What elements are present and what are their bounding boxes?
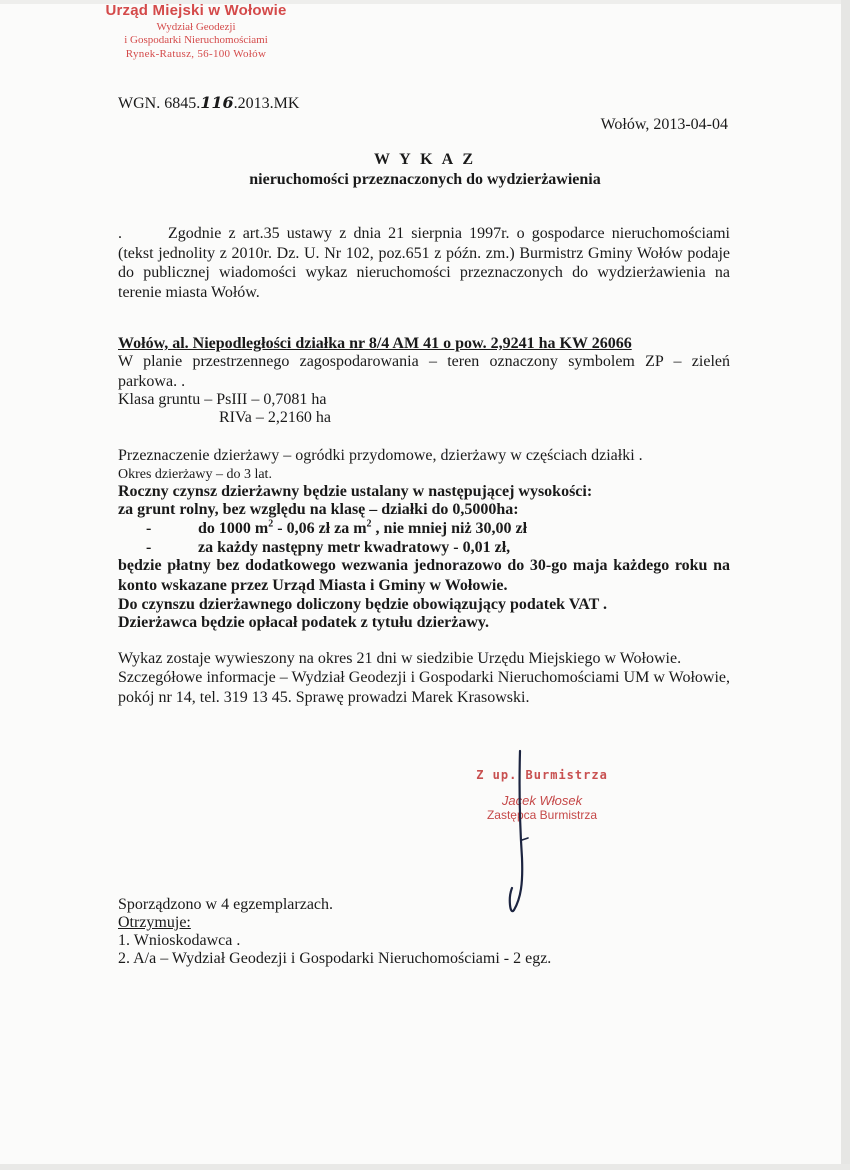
reference-number bbox=[118, 93, 299, 113]
copies-note: Sporządzono w 4 egzemplarzach. bbox=[118, 896, 334, 913]
bullet-dash: - bbox=[146, 539, 152, 556]
rent-scope: za grunt rolny, bez względu na klasę – działki do 0,5000ha: bbox=[118, 501, 519, 518]
stamp-department: Wydział Geodezji bbox=[156, 21, 236, 33]
intro-paragraph bbox=[118, 224, 730, 302]
scan-edge-bottom bbox=[0, 1164, 850, 1170]
intro-lead: . bbox=[118, 225, 122, 242]
recipient-2: 2. A/a – Wydział Geodezji i Gospodarki Nieruchomościami - 2 egz. bbox=[118, 950, 552, 967]
bullet-dash: - bbox=[146, 520, 152, 537]
document-title: W Y K A Z bbox=[374, 151, 476, 168]
document-date: Wołów, 2013-04-04 bbox=[600, 116, 728, 133]
rent-item-1-c: , nie mniej niż 30,00 zł bbox=[371, 520, 528, 537]
signature-stamp-name: Jacek Włosek bbox=[501, 793, 583, 808]
reference-suffix: .2013.MK bbox=[233, 95, 300, 112]
stamp-department-2: i Gospodarki Nieruchomościami bbox=[124, 34, 268, 46]
recipients-heading: Otrzymuje: bbox=[118, 914, 191, 931]
property-plan: W planie przestrzennego zagospodarowania – teren oznaczony symbolem ZP – zieleń parkowa. . bbox=[118, 353, 730, 390]
reference-handwritten-number: 116 bbox=[200, 93, 234, 112]
soil-class-line-1: Klasa gruntu – PsIII – 0,7081 ha bbox=[118, 391, 327, 408]
rent-vat: Do czynszu dzierżawnego doliczony będzie obowiązujący podatek VAT . bbox=[118, 596, 608, 613]
signature-stamp-authority: Z up. Burmistrza bbox=[476, 768, 608, 782]
rent-item-1 bbox=[118, 519, 527, 538]
property-heading: Wołów, al. Niepodległości działka nr 8/4 AM 41 o pow. 2,9241 ha KW 26066 bbox=[118, 335, 632, 352]
rent-item-1-a: do 1000 m bbox=[198, 520, 269, 537]
soil-class-line-2: RIVa – 2,2160 ha bbox=[219, 409, 331, 426]
rent-item-1-sup-1: 2 bbox=[268, 518, 274, 530]
lease-period: Okres dzierżawy – do 3 lat. bbox=[118, 467, 272, 482]
rent-item-2 bbox=[118, 538, 510, 557]
lease-purpose: Przeznaczenie dzierżawy – ogródki przydomowe, dzierżawy w częściach działki . bbox=[118, 447, 643, 464]
rent-tax: Dzierżawca będzie opłacał podatek z tytułu dzierżawy. bbox=[118, 614, 490, 631]
office-stamp bbox=[96, 2, 296, 60]
signature-stamp-title: Zastępca Burmistrza bbox=[486, 808, 598, 822]
contact-info: Szczegółowe informacje – Wydział Geodezji i Gospodarki Nieruchomościami UM w Wołowie, pokój nr 14, tel. 319 13 45. Sprawę prowadzi Marek Krasowski. bbox=[118, 669, 730, 706]
stamp-office-name: Urząd Miejski w Wołowie bbox=[105, 2, 287, 19]
rent-item-2-text: za każdy następny metr kwadratowy - 0,01 zł, bbox=[198, 539, 511, 556]
rent-heading: Roczny czynsz dzierżawny będzie ustalany w następującej wysokości: bbox=[118, 483, 593, 500]
intro-text: Zgodnie z art.35 ustawy z dnia 21 sierpnia 1997r. o gospodarce nieruchomościami (tekst jednolity z 2010r. Dz. U. Nr 102, poz.651 z późn. zm.) Burmistrz Gminy Wołów podaje do publicznej wiadomości wykaz nieruchomości przeznaczonych do wydzierżawienia na terenie miasta Wołów. bbox=[118, 225, 730, 301]
document-subtitle: nieruchomości przeznaczonych do wydzierżawienia bbox=[249, 171, 601, 188]
rent-item-1-b: - 0,06 zł za m bbox=[273, 520, 367, 537]
rent-payment-terms: będzie płatny bez dodatkowego wezwania jednorazowo do 30-go maja każdego roku na konto wskazane przez Urząd Miasta i Gminy w Wołowie. bbox=[118, 557, 730, 594]
reference-prefix: WGN. 6845. bbox=[118, 95, 201, 112]
handwritten-signature bbox=[500, 748, 560, 918]
posting-info: Wykaz zostaje wywieszony na okres 21 dni w siedzibie Urzędu Miejskiego w Wołowie. bbox=[118, 650, 682, 667]
stamp-address: Rynek-Ratusz, 56-100 Wołów bbox=[125, 48, 267, 60]
rent-item-1-sup-2: 2 bbox=[366, 518, 372, 530]
recipient-1: 1. Wnioskodawca . bbox=[118, 932, 241, 949]
